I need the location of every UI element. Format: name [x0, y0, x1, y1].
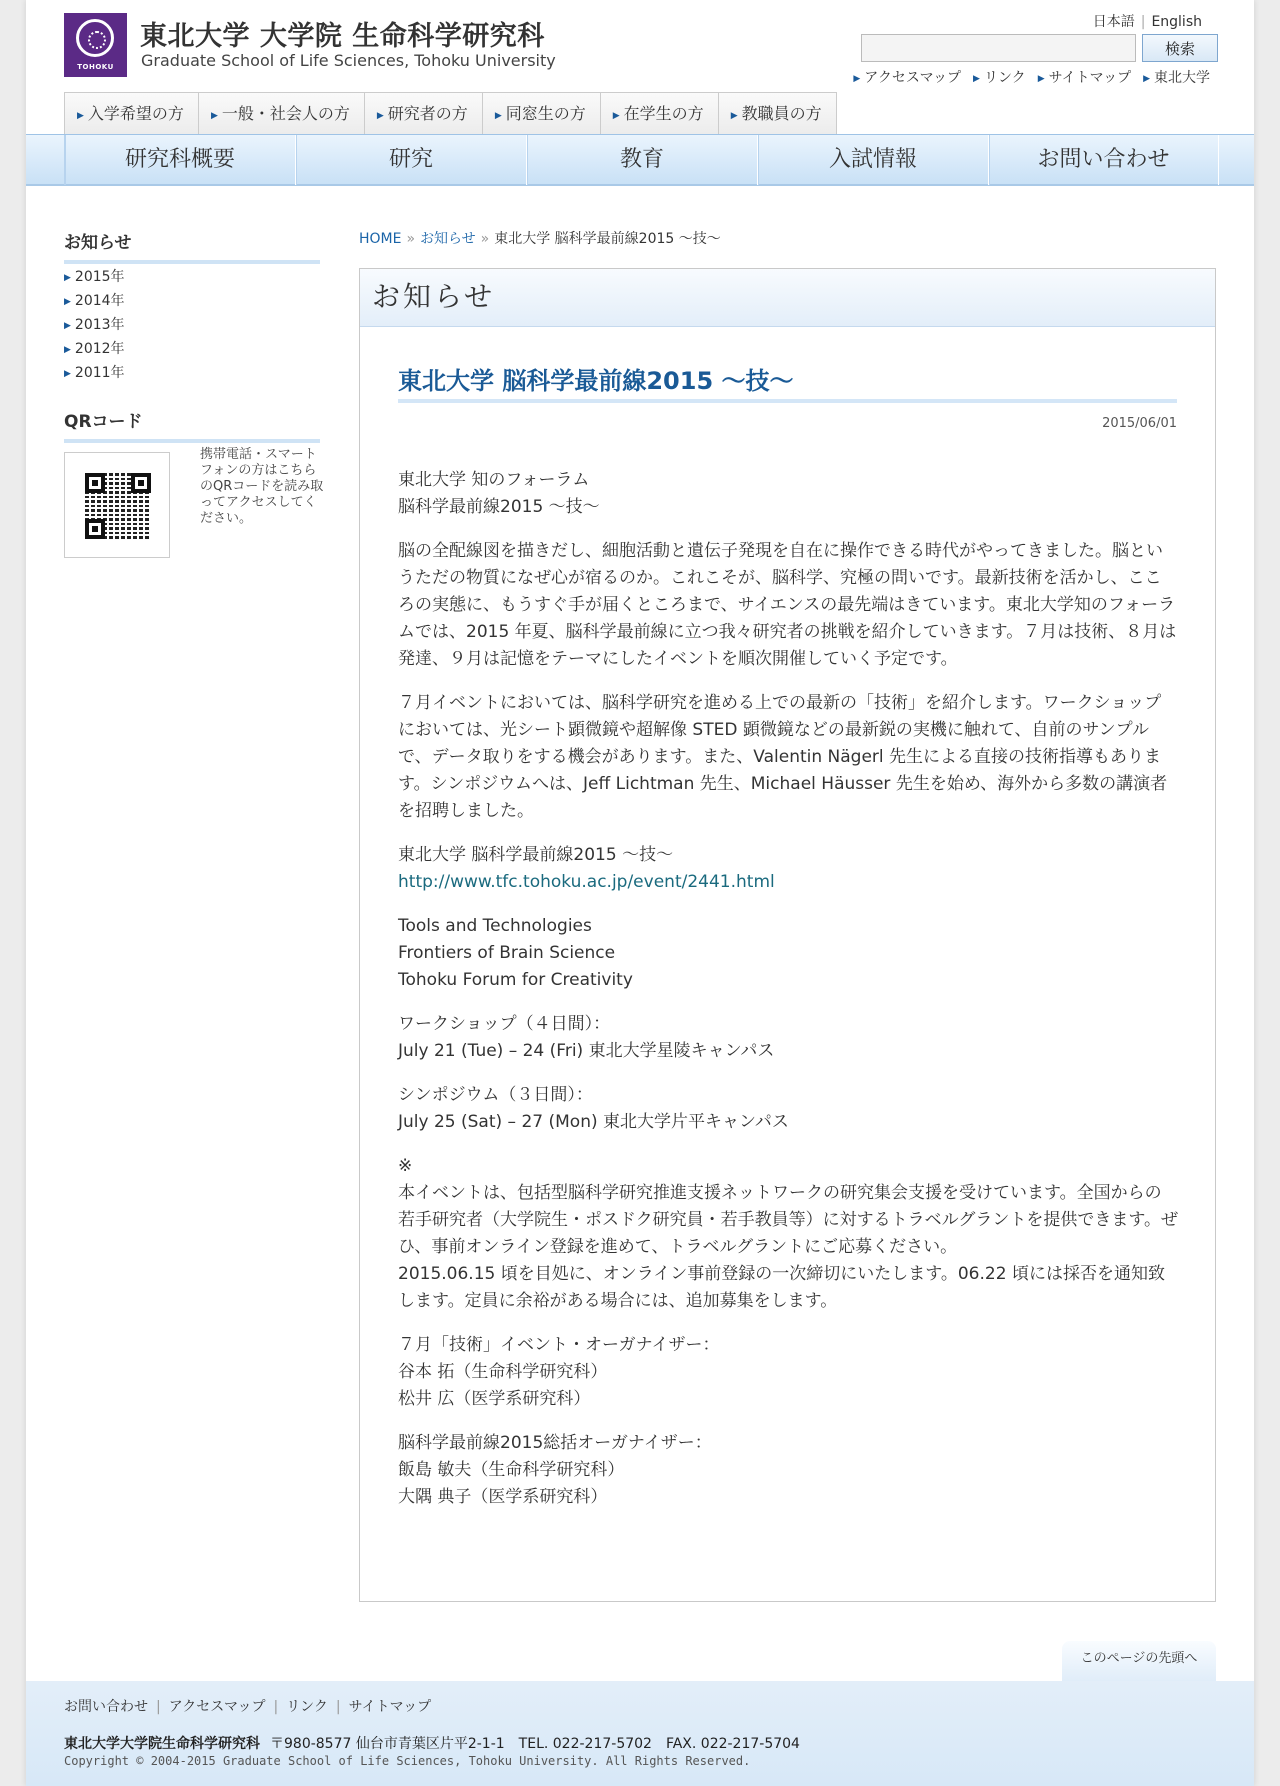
util-link-tohoku-university[interactable]: ▶ 東北大学: [1143, 70, 1210, 86]
sidebar-item-2013[interactable]: ▶ 2013年: [64, 317, 125, 333]
site-title-ja[interactable]: 東北大学 大学院 生命科学研究科: [140, 21, 545, 52]
qr-note: 携帯電話・スマートフォンの方はこちらのQRコードを読み取ってアクセスしてください。: [200, 447, 324, 526]
lang-english-link[interactable]: English: [1151, 14, 1202, 30]
nav-research[interactable]: 研究: [295, 135, 526, 185]
article-title: 東北大学 脳科学最前線2015 ～技～: [398, 367, 794, 395]
qr-finder: [85, 519, 105, 539]
triangle-right-icon: ▶: [1143, 74, 1150, 84]
paragraph-symposium: シンポジウム（３日間）： July 25 (Sat) – 27 (Mon) 東北大学片平キャンパス: [398, 1085, 789, 1132]
breadcrumb-home[interactable]: HOME: [359, 231, 402, 247]
divider: |: [156, 1699, 161, 1715]
triangle-right-icon: ▶: [973, 74, 980, 84]
footer-address: [64, 1733, 800, 1753]
triangle-right-icon: ▶: [376, 111, 384, 121]
site-title-en[interactable]: Graduate School of Life Sciences, Tohoku University: [141, 51, 556, 70]
qr-finder: [131, 473, 151, 493]
triangle-right-icon: ▶: [77, 111, 84, 121]
page-top-button[interactable]: このページの先頭へ: [1062, 1641, 1216, 1681]
logo-text: TOHOKU: [77, 63, 114, 71]
qr-finder: [85, 473, 105, 493]
triangle-right-icon: ▶: [612, 111, 620, 121]
section-title: お知らせ: [360, 269, 1215, 327]
footer-links: [64, 1696, 431, 1716]
sidebar-item-2012[interactable]: ▶ 2012年: [64, 341, 125, 357]
breadcrumb: [359, 228, 721, 248]
triangle-right-icon: ▶: [64, 321, 71, 331]
qr-code-box: [64, 452, 170, 558]
audience-tab-students[interactable]: ▶ 在学生の方: [600, 92, 718, 134]
footer-org-name: 東北大学大学院生命科学研究科: [64, 1736, 260, 1752]
audience-tab-prospective[interactable]: ▶ 入学希望の方: [64, 92, 198, 134]
audience-tab-researchers[interactable]: ▶ 研究者の方: [364, 92, 482, 134]
sidebar-news-heading: お知らせ: [64, 228, 320, 264]
audience-nav: [64, 92, 837, 134]
footer: [26, 1681, 1254, 1786]
footer-link-access-map[interactable]: アクセスマップ: [168, 1699, 266, 1715]
qr-code-icon: [85, 473, 151, 539]
main-nav: [26, 134, 1254, 186]
utility-links: [853, 67, 1210, 87]
page: [26, 0, 1254, 1786]
logo-emblem-icon: [76, 19, 114, 57]
sidebar-item-2011[interactable]: ▶ 2011年: [64, 365, 125, 381]
breadcrumb-separator: »: [406, 231, 416, 247]
sidebar-item-2014[interactable]: ▶ 2014年: [64, 293, 125, 309]
triangle-right-icon: ▶: [210, 111, 218, 121]
util-link-sitemap[interactable]: ▶ サイトマップ: [1037, 70, 1132, 86]
paragraph-workshop: ワークショップ（４日間）： July 21 (Tue) – 24 (Fri) 東北大学星陵キャンパス: [398, 1014, 775, 1061]
paragraph-general-organizers: 脳科学最前線2015総括オーガナイザー： 飯島 敏夫（生命科学研究科） 大隅 典子（医学系研究科）: [398, 1433, 712, 1507]
triangle-right-icon: ▶: [64, 297, 71, 307]
paragraph-travel-grant: ※ 本イベントは、包括型脳科学研究推進支援ネットワークの研究集会支援を受けています。全国からの若手研究者（大学院生・ポスドク研究員・若手教員等）に対するトラベルグラントを提供できます。ぜひ、事前オンライン登録を進めて、トラベルグラントにご応募ください。 2015.06.15 頃を目処に、オンライン事前登録の一次締切にいたします。06.22 頃には採否を通知致します。定員に余裕がある場合には、追加募集をします。: [398, 1156, 1178, 1311]
triangle-right-icon: ▶: [853, 74, 861, 84]
triangle-right-icon: ▶: [1037, 74, 1045, 84]
footer-link-contact[interactable]: お問い合わせ: [64, 1699, 148, 1715]
paragraph-july-event: ７月イベントにおいては、脳科学研究を進める上での最新の「技術」を紹介します。ワークショップにおいては、光シート顕微鏡や超解像 STED 顕微鏡などの最新鋭の実機に触れて、自前のサンプルで、データ取りをする機会があります。また、Valentin Nägerl 先生による直接の技術指導もあります。シンポジウムへは、Jeff Lichtman 先生、Michael Häusser 先生を始め、海外から多数の講演者を招聘しました。: [398, 693, 1168, 821]
triangle-right-icon: ▶: [494, 111, 502, 121]
nav-education[interactable]: 教育: [526, 135, 757, 185]
util-link-links[interactable]: ▶ リンク: [973, 70, 1026, 86]
search-button[interactable]: 検索: [1142, 34, 1218, 62]
paragraph-july-organizers: ７月「技術」イベント・オーガナイザー： 谷本 拓（生命科学研究科） 松井 広（医学系研究科）: [398, 1335, 720, 1409]
audience-tab-alumni[interactable]: ▶ 同窓生の方: [482, 92, 600, 134]
title-divider: [398, 399, 1177, 403]
util-link-access-map[interactable]: ▶ アクセスマップ: [853, 70, 962, 86]
paragraph-intro: 脳の全配線図を描きだし、細胞活動と遺伝子発現を自在に操作できる時代がやってきました。脳というただの物質になぜ心が宿るのか。これこそが、脳科学、究極の問いです。最新技術を活かし、こころの実態に、もうすぐ手が届くところまで、サイエンスの最先端はきています。東北大学知のフォーラムでは、2015 年夏、脳科学最前線に立つ我々研究者の挑戦を紹介していきます。７月は技術、８月は発達、９月は記憶をテーマにしたイベントを順次開催していく予定です。: [398, 541, 1177, 669]
post-date: 2015/06/01: [1102, 416, 1177, 431]
sidebar-qr-heading: QRコード: [64, 407, 320, 443]
lang-japanese-link[interactable]: 日本語: [1092, 14, 1135, 30]
footer-contact-info: 〒980-8577 仙台市青葉区片平2-1-1 TEL. 022-217-5702 FAX. 022-217-5704: [270, 1736, 800, 1752]
language-switch: [1093, 11, 1202, 31]
divider: |: [1140, 14, 1146, 30]
breadcrumb-separator: »: [480, 231, 490, 247]
nav-contact[interactable]: お問い合わせ: [988, 135, 1219, 185]
triangle-right-icon: ▶: [64, 345, 71, 355]
nav-admissions[interactable]: 入試情報: [757, 135, 988, 185]
university-logo[interactable]: [64, 13, 127, 77]
footer-link-links[interactable]: リンク: [286, 1699, 328, 1715]
content-box: [359, 268, 1216, 1602]
audience-tab-public[interactable]: ▶ 一般・社会人の方: [198, 92, 364, 134]
breadcrumb-news[interactable]: お知らせ: [420, 231, 476, 247]
sidebar-year-list: [64, 265, 125, 385]
paragraph-forum: 東北大学 知のフォーラム 脳科学最前線2015 ～技～: [398, 470, 600, 517]
paragraph-english-title: Tools and Technologies Frontiers of Brain Science Tohoku Forum for Creativity: [398, 916, 633, 990]
nav-overview[interactable]: 研究科概要: [64, 135, 295, 185]
triangle-right-icon: ▶: [64, 273, 71, 283]
audience-tab-staff[interactable]: ▶ 教職員の方: [718, 92, 837, 134]
event-link[interactable]: http://www.tfc.tohoku.ac.jp/event/2441.html: [398, 872, 775, 892]
breadcrumb-current: 東北大学 脳科学最前線2015 ～技～: [494, 231, 721, 247]
sidebar-item-2015[interactable]: ▶ 2015年: [64, 269, 125, 285]
search-input[interactable]: [861, 34, 1136, 62]
article-body: [398, 467, 1178, 1528]
footer-link-sitemap[interactable]: サイトマップ: [348, 1699, 432, 1715]
triangle-right-icon: ▶: [730, 111, 738, 121]
footer-copyright: Copyright © 2004-2015 Graduate School of Life Sciences, Tohoku University. All Rights Reserved.: [64, 1754, 751, 1768]
paragraph-event-link: 東北大学 脳科学最前線2015 ～技～ http://www.tfc.tohoku.ac.jp/event/2441.html: [398, 845, 775, 892]
triangle-right-icon: ▶: [64, 369, 71, 379]
divider: |: [335, 1699, 341, 1715]
divider: |: [273, 1699, 279, 1715]
